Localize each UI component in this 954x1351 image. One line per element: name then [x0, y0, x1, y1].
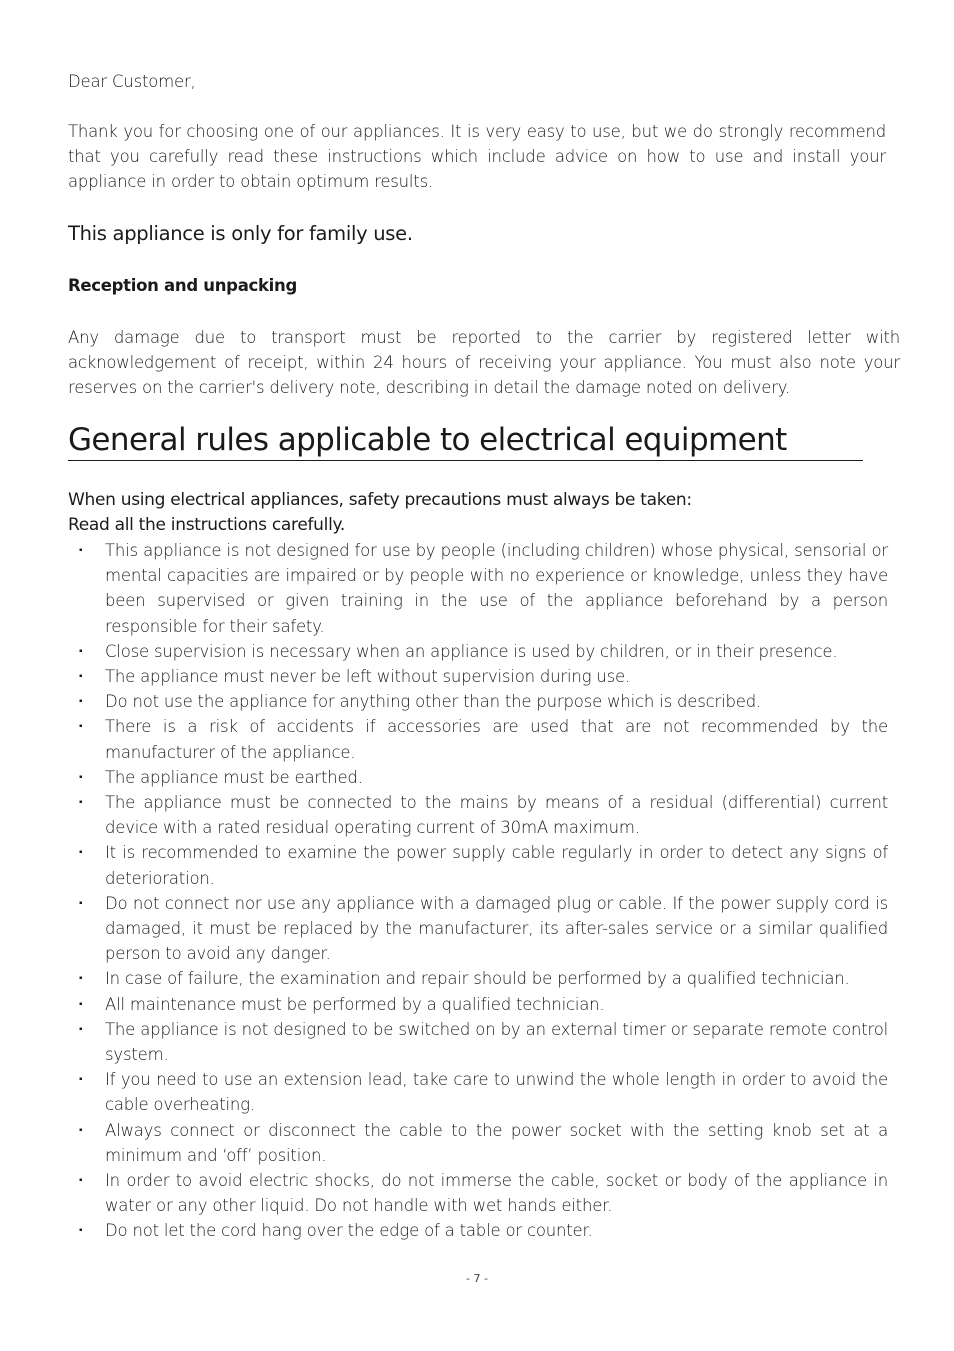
safety-rule-text: It is recommended to examine the power supply cable regularly in order to detect any signs of deterioration. — [105, 843, 888, 888]
safety-rule-item — [68, 966, 888, 991]
safety-rule-text: If you need to use an extension lead, take care to unwind the whole length in order to avoid the cable overheating. — [105, 1070, 888, 1115]
safety-rule-text: This appliance is not designed for use by people (including children) whose physical, sensorial or mental capacities are impaired or by people with no experience or knowledge, unless they have been supervised or given training in the use of the appliance beforehand by a person responsible for their safety. — [105, 541, 888, 636]
intro-paragraph: Thank you for choosing one of our appliances. It is very easy to use, but we do strongly recommend that you carefully read these instructions which include advice on how to use and install your appliance in order to obtain optimum results. — [68, 122, 886, 192]
bullet-square-icon: ▪ — [79, 721, 83, 733]
bullet-square-icon: ▪ — [79, 797, 83, 809]
safety-rule-item — [68, 765, 888, 790]
reception-heading: Reception and unpacking — [68, 276, 297, 295]
bullet-square-icon: ▪ — [79, 897, 83, 909]
bullet-square-icon: ▪ — [79, 545, 83, 556]
page-number: - 7 - — [466, 1272, 488, 1285]
bullet-square-icon: ▪ — [79, 1225, 83, 1237]
safety-rule-text: Always connect or disconnect the cable to the power socket with the setting knob set at a minimum and ‘off’ position. — [105, 1120, 888, 1165]
safety-rule-text: In case of failure, the examination and repair should be performed by a qualified technician. — [105, 969, 850, 989]
safety-rule-item — [68, 1168, 888, 1218]
bullet-square-icon: ▪ — [79, 1175, 83, 1187]
safety-rule-text: Do not let the cord hang over the edge of a table or counter. — [105, 1221, 593, 1241]
safety-rules-list — [68, 538, 888, 1244]
bullet-square-icon: ▪ — [79, 671, 83, 683]
bullet-square-icon: ▪ — [79, 998, 83, 1010]
safety-rule-text: In order to avoid electric shocks, do not immerse the cable, socket or body of the appliance in water or any other liquid. Do not handle with wet hands either. — [105, 1171, 888, 1216]
safety-rule-item — [68, 664, 888, 689]
safety-rule-text: All maintenance must be performed by a qualified technician. — [105, 994, 605, 1014]
safety-rule-text: The appliance must be connected to the mains by means of a residual (differential) current device with a rated residual operating current of 30mA maximum. — [105, 793, 888, 838]
safety-rule-text: Do not use the appliance for anything other than the purpose which is described. — [105, 692, 762, 712]
safety-rule-item — [68, 891, 888, 967]
bullet-square-icon: ▪ — [79, 973, 83, 985]
safety-rule-text: The appliance must never be left without supervision during use. — [105, 667, 631, 687]
greeting: Dear Customer, — [68, 72, 196, 91]
safety-rule-item — [68, 689, 888, 714]
safety-rule-text: The appliance is not designed to be switched on by an external timer or separate remote control system. — [105, 1019, 888, 1065]
safety-rule-text: Do not connect nor use any appliance with a damaged plug or cable. If the power supply cord is damaged, it must be replaced by the manufacturer, its after-sales service or a similar qualified person to avoid any danger. — [105, 893, 888, 964]
safety-rule-item — [68, 1218, 888, 1243]
bullet-square-icon: ▪ — [79, 1124, 83, 1136]
bullet-square-icon: ▪ — [79, 771, 83, 783]
safety-rule-text: The appliance must be earthed. — [105, 767, 363, 787]
safety-rule-item — [68, 992, 888, 1017]
safety-rule-text: Close supervision is necessary when an appliance is used by children, or in their presence. — [105, 641, 838, 661]
bullet-square-icon: ▪ — [79, 1074, 83, 1086]
safety-rule-item — [68, 790, 888, 840]
warning-line-1: When using electrical appliances, safety precautions must always be taken: — [68, 490, 692, 510]
safety-rule-item — [68, 840, 888, 890]
safety-rule-item — [68, 1017, 888, 1067]
safety-rule-text: There is a risk of accidents if accessories are used that are not recommended by the manufacturer of the appliance. — [105, 717, 888, 762]
bullet-square-icon: ▪ — [79, 696, 83, 708]
warning-line-2: Read all the instructions carefully. — [68, 515, 345, 536]
safety-rule-item — [68, 1118, 888, 1168]
safety-rule-item — [68, 714, 888, 764]
family-use-notice: This appliance is only for family use. — [68, 222, 413, 245]
reception-paragraph: Any damage due to transport must be reported to the carrier by registered letter with acknowledgement of receipt, within 24 hours of receiving your appliance. You must also note your reserves on the carrier's delivery note, describing in detail the damage noted on delivery. — [68, 328, 900, 398]
general-rules-heading: General rules applicable to electrical equipment — [68, 420, 863, 461]
bullet-square-icon: ▪ — [79, 645, 83, 657]
bullet-square-icon: ▪ — [79, 847, 83, 859]
bullet-square-icon: ▪ — [79, 1023, 83, 1035]
safety-rule-item — [68, 538, 888, 639]
safety-rule-item — [68, 1067, 888, 1117]
warning-block — [68, 488, 692, 538]
safety-rule-item — [68, 639, 888, 664]
